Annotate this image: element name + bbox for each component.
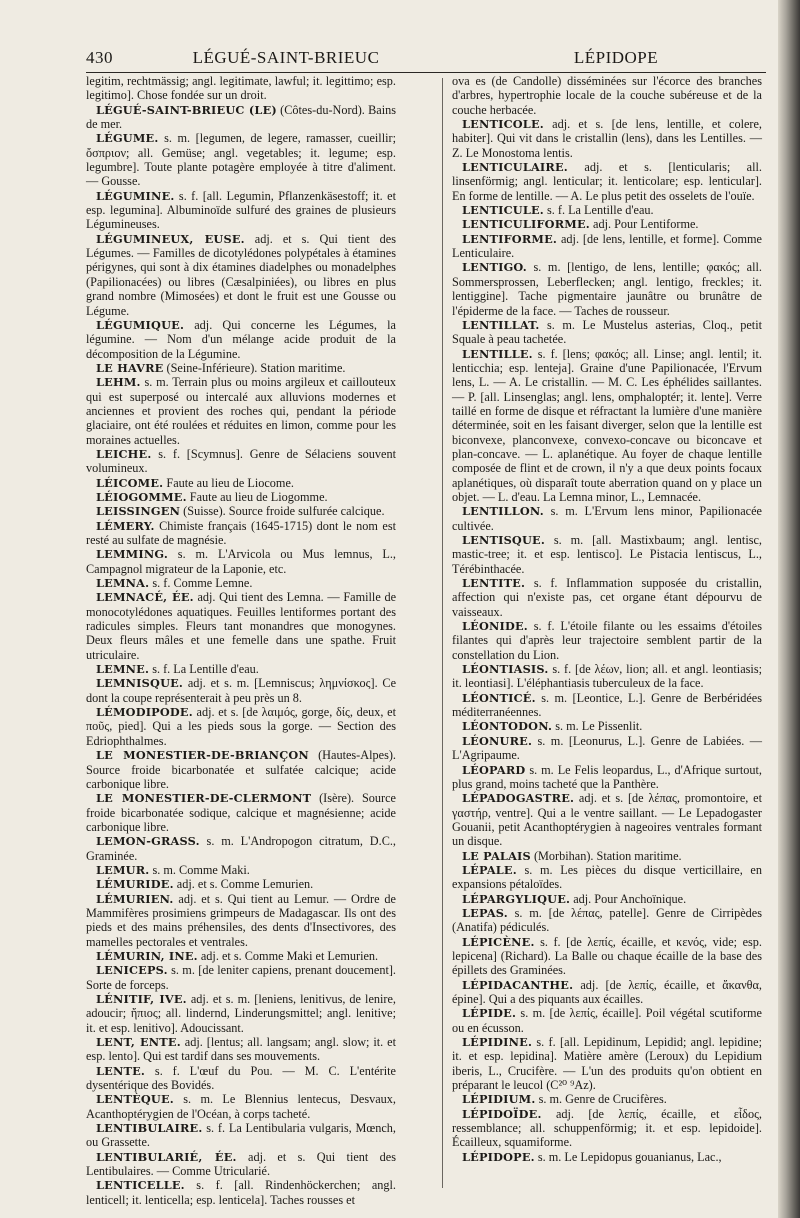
dictionary-entry: [452, 74, 762, 117]
entry-definition: s. m. Genre de Crucifères.: [535, 1092, 667, 1107]
dictionary-entry: [86, 662, 396, 676]
entry-headword: LÉGUMIQUE.: [96, 317, 185, 332]
dictionary-entry: [452, 576, 762, 619]
entry-headword: LÉMURIN, INE.: [96, 948, 198, 963]
dictionary-entry: [452, 318, 762, 347]
entry-definition: (Isère). Source froide bicarbonatée sodique, calcique et magnésienne; acide carbonique libre.: [86, 791, 396, 834]
entry-definition: s. m. Le Blennius lentecus, Desvaux, Acanthoptérygien de l'Océan, à corps tacheté.: [86, 1092, 396, 1121]
entry-definition: s. f. L'œuf du Pou. — M. C. L'entérite dysentérique des Bovidés.: [86, 1063, 396, 1093]
entry-definition: adj. [de λεπίς, écaille, et εἶδος, ressemblance; all. schuppenförmig; it. et esp. lepidoide]. Écailleux, squamiforme.: [452, 1106, 762, 1150]
entry-headword: LÉIOGOMME.: [96, 489, 187, 504]
entry-definition: s. m. L'Ervum lens minor, Papilionacée cultivée.: [452, 504, 762, 533]
entry-headword: LÉONURE.: [462, 733, 533, 748]
dictionary-entry: [452, 791, 762, 848]
entry-definition: s. m. Comme Maki.: [149, 862, 250, 877]
entry-definition: s. f. [all. Rindenhöckerchen; angl. lenticell; it. lenticella; esp. lenticela]. Taches rousses et: [86, 1178, 396, 1207]
entry-headword: LENTIGO.: [462, 260, 527, 275]
entry-definition: adj. et s. Qui tient des Légumes. — Familles de dicotylédones polypétales à étamines périgynes, qui sont à dix étamines diadelphes ou monadelphes (Papilionacées) ou libres (Cæsalpiniées), ou libres en plus grand nombre (Mimosées) et dont le fruit est une Gousse ou Légume.: [86, 231, 396, 318]
entry-headword: LENTÈQUE.: [96, 1092, 174, 1107]
entry-headword: LENTILLE.: [462, 346, 533, 361]
entry-definition: legitim, rechtmässig; angl. legitimate, lawful; it. legittimo; esp. legitimo]. Chose fondée sur un droit.: [86, 74, 396, 103]
dictionary-entry: [452, 906, 762, 935]
entry-definition: (Morbihan). Station maritime.: [530, 848, 682, 863]
entry-headword: LÉNITIF, IVE.: [96, 992, 187, 1006]
dictionary-entry: [86, 576, 396, 590]
entry-definition: Faute au lieu de Liogomme.: [186, 489, 328, 504]
entry-definition: (Suisse). Source froide sulfurée calcique.: [180, 504, 385, 519]
entry-headword: LE MONESTIER-DE-BRIANÇON: [96, 748, 309, 763]
entry-headword: LEICHE.: [96, 446, 152, 461]
entry-definition: s. m. [lentigo, de lens, lentille; φακός; all. Sommersprossen, Leberflecken; angl. lentigo, freckles; it. lentiggine]. Tache pigmentaire jaunâtre ou brunâtre de l'épiderme de la face. — Taches de rousseur.: [452, 260, 762, 318]
dictionary-entry: [452, 691, 762, 720]
dictionary-entry: [452, 763, 762, 792]
dictionary-entry: [86, 547, 396, 576]
dictionary-entry: [86, 74, 396, 103]
entry-headword: LÉPIDOÏDE.: [462, 1106, 542, 1121]
entry-headword: LENTITE.: [462, 576, 526, 591]
entry-headword: LÉONIDE.: [462, 619, 528, 634]
dictionary-entry: [452, 217, 762, 231]
entry-definition: s. m. [all. Mastixbaum; angl. lentisc, mastic-tree; it. et esp. lentisco]. Le Pistacia lentiscus, L., Térébinthacée.: [452, 533, 762, 576]
entry-definition: adj. Qui tient des Lemna. — Famille de monocotylédones aquatiques. Feuilles lentiformes portant des radicules simples. Fleurs tant monandres que monogynes. Deux fleurs mâles et une femelle dans une spathe. Fruit utriculaire.: [86, 590, 397, 662]
entry-definition: s. f. [all. Legumin, Pflanzenkäsestoff; it. et esp. legumina]. Albuminoïde sulfuré des graines de plusieurs Légumineuses.: [86, 188, 396, 232]
entry-definition: s. f. Inflammation supposée du cristallin, affection qui n'existe pas, cet organe étant dépourvu de vaisseaux.: [452, 576, 762, 619]
entry-headword: LÉPICÈNE.: [462, 934, 535, 949]
dictionary-entry: [86, 189, 396, 232]
dictionary-entry: [86, 519, 396, 548]
entry-headword: LÉMURIDE.: [96, 877, 174, 892]
entry-headword: LE MONESTIER-DE-CLERMONT: [96, 791, 312, 806]
entry-definition: adj. [de lens, lentille, et forme]. Comme Lenticulaire.: [452, 231, 762, 261]
dictionary-entry: [86, 949, 396, 963]
header-rule: [86, 72, 766, 73]
entry-definition: s. m. Le Mustelus asterias, Cloq., petit Squale à peau tachetée.: [452, 317, 762, 347]
entry-headword: LEMMING.: [96, 547, 168, 562]
dictionary-entry: [86, 791, 396, 834]
entry-definition: adj. et s. Comme Lemurien.: [173, 877, 314, 892]
entry-headword: LENICEPS.: [96, 963, 168, 978]
entry-definition: adj. et s. Comme Maki et Lemurien.: [197, 948, 379, 963]
dictionary-entry: [86, 1150, 396, 1179]
entry-headword: LÉPIDE.: [462, 1006, 517, 1021]
column-divider: [442, 78, 443, 1188]
entry-definition: adj. et s. [de lens, lentille, et colere, habiter]. Qui vit dans le cristallin (lens), dans les Lentilles. — Z. Le Monostoma lentis.: [452, 117, 762, 160]
entry-definition: s. m. [legumen, de legere, ramasser, cueillir; ὄσπριον; all. Gemüse; angl. vegetables; it. legume; esp. legumbre]. Toute plante potagère employée à titre d'aliment. — Gousse.: [86, 131, 396, 189]
dictionary-entry: [86, 1092, 396, 1121]
header-left-guideword: LÉGUÉ-SAINT-BRIEUC: [192, 48, 380, 67]
dictionary-entry: [86, 1035, 396, 1064]
dictionary-entry: [86, 375, 396, 447]
entry-headword: LÉPALE.: [462, 862, 517, 877]
dictionary-entry: [452, 1150, 762, 1164]
entry-headword: LENTIBULAIRE.: [96, 1121, 203, 1136]
entry-headword: LE HAVRE: [96, 360, 164, 375]
entry-headword: LEMNACÉ, ÉE.: [96, 590, 194, 605]
entry-definition: s. f. L'étoile filante ou les essaims d'étoiles filantes qui d'après leur trajectoire semblent partir de la constellation du Lion.: [452, 619, 762, 662]
dictionary-entry: [86, 447, 396, 476]
dictionary-entry: [452, 347, 762, 505]
entry-headword: LÉOPARD: [462, 762, 526, 777]
entry-definition: s. f. [lens; φακός; all. Linse; angl. lentil; it. lenticchia; esp. lenteja]. Graine d'une Papilionacée, l'Ervum lens, L. — A. Le cristallin. — M. C. Les éphélides saillantes. — P. [all. Linsenglas; angl. lens, omphaloptér; it. lente]. Verre taillé en forme de disque et réfractant la lumière d'une manière déterminée, soit en les faisant diverger, selon que la lentille est biconvexe, planconvexe, convexo-concave ou biconcave et plan-concave. — L. aplanétique. Au foyer de chaque lentille composée de flint et de crown, il n'y a que deux points focaux aplanétiques, où disparaît toute aberration quand on y place un objet. — L. d'eau. La Lemna minor, L., Lemnacée.: [452, 346, 762, 504]
entry-definition: s. f. [Scymnus]. Genre de Sélaciens souvent volumineux.: [86, 446, 396, 476]
entry-headword: LÉICOME.: [96, 475, 164, 490]
dictionary-entry: [452, 117, 762, 160]
entry-headword: LÉGUMINEUX, EUSE.: [96, 231, 245, 246]
dictionary-entry: [86, 748, 396, 791]
entry-definition: adj. Qui concerne les Légumes, la légumine. — Nom d'un mélange acide produit de la décomposition de la Légumine.: [86, 317, 396, 361]
dictionary-entry: [452, 533, 762, 576]
dictionary-entry: [86, 232, 396, 318]
entry-headword: LÉONTICÉ.: [462, 690, 536, 705]
entry-definition: (Côtes-du-Nord). Bains de mer.: [86, 102, 396, 132]
dictionary-entry: [86, 361, 396, 375]
dictionary-entry: [86, 676, 396, 705]
entry-definition: s. f. [de λέων, lion; all. et angl. leontiasis; it. leontiasi]. L'éléphantiasis tuberculeux de la face.: [452, 662, 762, 691]
entry-definition: s. m. Les pièces du disque verticillaire, en expansions pétaloïdes.: [452, 862, 762, 892]
entry-headword: LENTICOLE.: [462, 117, 544, 132]
entry-definition: adj. Pour Anchoïnique.: [570, 891, 687, 906]
entry-headword: LENTICELLE.: [96, 1178, 185, 1193]
page-number: 430: [86, 48, 113, 67]
entry-headword: LEMON-GRASS.: [96, 834, 200, 849]
entry-definition: s. m. Le Lepidopus gouanianus, Lac.,: [534, 1149, 722, 1164]
entry-definition: s. m. L'Arvicola ou Mus lemnus, L., Campagnol migrateur de la Laponie, etc.: [86, 547, 396, 576]
left-column: [86, 74, 397, 1207]
entry-definition: s. f. La Lentille d'eau.: [543, 203, 654, 218]
entry-headword: LEMNA.: [96, 576, 150, 591]
entry-definition: s. m. [Leonurus, L.]. Genre de Labiées. — L'Agripaume.: [452, 733, 762, 763]
dictionary-entry: [452, 863, 762, 892]
entry-definition: s. f. La Lentille d'eau.: [149, 662, 259, 677]
entry-headword: LENTE.: [96, 1063, 146, 1078]
entry-definition: s. m. L'Andropogon citratum, D.C., Graminée.: [86, 834, 396, 863]
entry-definition: adj. et s. [de λέπας, promontoire, et γαστήρ, ventre]. Qui a le ventre saillant. — Le Lepadogaster Gouanii, petit Acanthoptérygien à nageoires ventrales formant un disque.: [452, 791, 762, 849]
entry-headword: LENTICULE.: [462, 203, 544, 218]
dictionary-entry: [86, 705, 396, 748]
dictionary-entry: [452, 1035, 762, 1092]
entry-definition: s. m. Terrain plus ou moins argileux et caillouteux qui est superposé ou intercalé aux alluvions modernes et anciennes et provient des roches qui, pendant la période glaciaire, ont été roulées et réduites en limon, comme pour les moraines actuelles.: [86, 375, 396, 447]
entry-definition: s. m. Le Felis leopardus, L., d'Afrique surtout, plus grand, moins tacheté que la Panthère.: [452, 762, 762, 791]
dictionary-entry: [452, 935, 762, 978]
entry-headword: LÉMURIEN.: [96, 891, 174, 906]
dictionary-entry: [452, 978, 762, 1007]
dictionary-entry: [86, 131, 396, 188]
dictionary-entry: [452, 232, 762, 261]
entry-definition: (Hautes-Alpes). Source froide bicarbonatée et sulfatée calcique; acide carbonique libre.: [86, 748, 396, 791]
entry-headword: LÉGUME.: [96, 131, 159, 146]
dictionary-entry: [86, 963, 396, 992]
dictionary-entry: [86, 490, 396, 504]
entry-definition: s. f. [all. Lepidinum, Lepidid; angl. lepidine; it. et esp. lepidina]. Matière amère (Leroux) du Lepidium iberis, L., Crucifère. — L'un des produits qu'on obtient en préparant le leucol (C²⁰ ⁹Az).: [452, 1035, 762, 1093]
dictionary-entry: [86, 992, 396, 1035]
entry-headword: LÉGUMINE.: [96, 188, 175, 203]
dictionary-entry: [86, 834, 396, 863]
entry-headword: LEHM.: [96, 375, 141, 390]
entry-headword: LÉPIDOPE.: [462, 1149, 535, 1164]
entry-headword: LE PALAIS: [462, 848, 531, 863]
dictionary-entry: [452, 734, 762, 763]
entry-headword: LÉMERY.: [96, 518, 155, 533]
right-column: [452, 74, 762, 1192]
entry-headword: LENT, ENTE.: [96, 1035, 181, 1050]
entry-definition: s. f. [de λεπίς, écaille, et κενός, vide; esp. lepicena] (Richard). La Balle ou chaque écaille de la base des épillets des Graminées.: [452, 934, 762, 978]
entry-headword: LÉGUÉ-SAINT-BRIEUC (LE): [96, 102, 277, 117]
entry-definition: adj. [lentus; all. langsam; angl. slow; it. et esp. lento]. Qui est tardif dans ses mouvements.: [86, 1035, 397, 1064]
dictionary-entry: [452, 260, 762, 317]
dictionary-entry: [452, 892, 762, 906]
entry-definition: s. m. [de λεπίς, écaille]. Poil végétal scutiforme ou en écusson.: [452, 1006, 762, 1035]
dictionary-entry: [452, 1006, 762, 1035]
entry-definition: (Seine-Inférieure). Station maritime.: [163, 360, 346, 375]
entry-headword: LÉMODIPODE.: [96, 705, 193, 720]
entry-headword: LENTICULIFORME.: [462, 217, 590, 232]
dictionary-entry: [452, 1092, 762, 1106]
dictionary-entry: [452, 849, 762, 863]
entry-definition: adj. et s. m. [leniens, lenitivus, de lenire, adoucir; ἤπιος; all. lindernd, Linderungsmittel; angl. lenitive; it. et esp. lenitivo]. Adoucissant.: [86, 992, 396, 1035]
dictionary-entry: [86, 318, 396, 361]
dictionary-entry: [86, 877, 396, 891]
entry-definition: adj. [de λεπίς, écaille, et ἄκανθα, épine]. Qui a des piquants aux écailles.: [452, 977, 762, 1006]
entry-headword: LEISSINGEN: [96, 504, 181, 519]
dictionary-entry: [452, 504, 762, 533]
entry-definition: s. m. Le Pissenlit.: [552, 719, 643, 734]
entry-headword: LÉONTIASIS.: [462, 662, 549, 677]
entry-headword: LENTILLAT.: [462, 317, 540, 332]
dictionary-entry: [86, 1121, 396, 1150]
dictionary-entry: [452, 662, 762, 691]
entry-headword: LENTILLON.: [462, 504, 544, 519]
dictionary-entry: [86, 590, 396, 662]
entry-definition: s. m. [de λέπας, patelle]. Genre de Cirripèdes (Anatifa) pédiculés.: [452, 905, 762, 935]
entry-headword: LEMNE.: [96, 662, 150, 677]
entry-definition: adj. et s. [de λαιμός, gorge, δίς, deux, et ποῦς, pied]. Qui a les pieds sous la gorge. — Section des Edriophthalmes.: [86, 705, 396, 748]
dictionary-entry: [452, 719, 762, 733]
dictionary-entry: [86, 103, 396, 132]
dictionary-entry: [86, 476, 396, 490]
entry-headword: LÉPARGYLIQUE.: [462, 891, 571, 906]
entry-headword: LEMUR.: [96, 862, 150, 877]
entry-definition: adj. et s. Qui tient au Lemur. — Ordre de Mammifères prosimiens grimpeurs de Madagascar. Ils ont des pieds et des mains préhensiles, des dents d'Insectivores, des mamelles pectorales et ventrales.: [86, 891, 396, 949]
entry-headword: LÉPIDACANTHE.: [462, 977, 574, 992]
entry-definition: adj. Pour Lentiforme.: [589, 217, 699, 232]
dictionary-entry: [452, 203, 762, 217]
dictionary-entry: [86, 892, 396, 949]
dictionary-entry: [86, 1064, 396, 1093]
entry-definition: Chimiste français (1645-1715) dont le nom est resté au sulfate de magnésie.: [86, 518, 396, 547]
dictionary-entry: [86, 863, 396, 877]
entry-definition: s. f. La Lentibularia vulgaris, Mœnch, ou Grassette.: [86, 1121, 396, 1150]
dictionary-entry: [86, 1178, 396, 1207]
entry-definition: adj. et s. [lenticularis; all. linsenförmig; angl. lenticular; it. lenticolare; esp. lenticular]. En forme de lentille. — A. Le plus petit des osselets de l'ouïe.: [452, 160, 762, 203]
entry-headword: LÉPADOGASTRE.: [462, 791, 575, 806]
entry-headword: LÉONTODON.: [462, 719, 553, 734]
entry-definition: Faute au lieu de Liocome.: [163, 475, 294, 490]
entry-definition: adj. et s. Qui tient des Lentibulaires. — Comme Utricularié.: [86, 1149, 396, 1179]
entry-headword: LÉPIDINE.: [462, 1035, 533, 1050]
entry-headword: LENTISQUE.: [462, 533, 545, 547]
book-spine-edge: [778, 0, 800, 1218]
header-right-guideword: LÉPIDOPE: [573, 48, 659, 67]
running-header: [86, 46, 766, 72]
entry-definition: s. m. [Leontice, L.]. Genre de Berbéridées méditerranéennes.: [452, 690, 762, 720]
entry-headword: LÉPIDIUM.: [462, 1092, 536, 1107]
entry-headword: LENTIBULARIÉ, ÉE.: [96, 1149, 237, 1164]
entry-headword: LENTIFORME.: [462, 231, 558, 246]
entry-headword: LEPAS.: [462, 905, 508, 920]
entry-definition: s. m. [de leniter capiens, prenant doucement]. Sorte de forceps.: [86, 963, 396, 992]
dictionary-entry: [452, 160, 762, 203]
entry-definition: adj. et s. m. [Lemniscus; λημνίσκος]. Ce dont la coupe représenterait à peu près un 8.: [86, 676, 396, 705]
dictionary-entry: [452, 1107, 762, 1150]
dictionary-entry: [86, 504, 396, 518]
dictionary-entry: [452, 619, 762, 662]
entry-headword: LEMNISQUE.: [96, 676, 184, 691]
entry-definition: s. f. Comme Lemne.: [149, 576, 253, 591]
entry-headword: LENTICULAIRE.: [462, 160, 568, 175]
entry-definition: ova es (de Candolle) disséminées sur l'écorce des branches d'arbres, hypertrophie locale de la couche subéreuse et de la couche herbacée.: [452, 74, 762, 117]
